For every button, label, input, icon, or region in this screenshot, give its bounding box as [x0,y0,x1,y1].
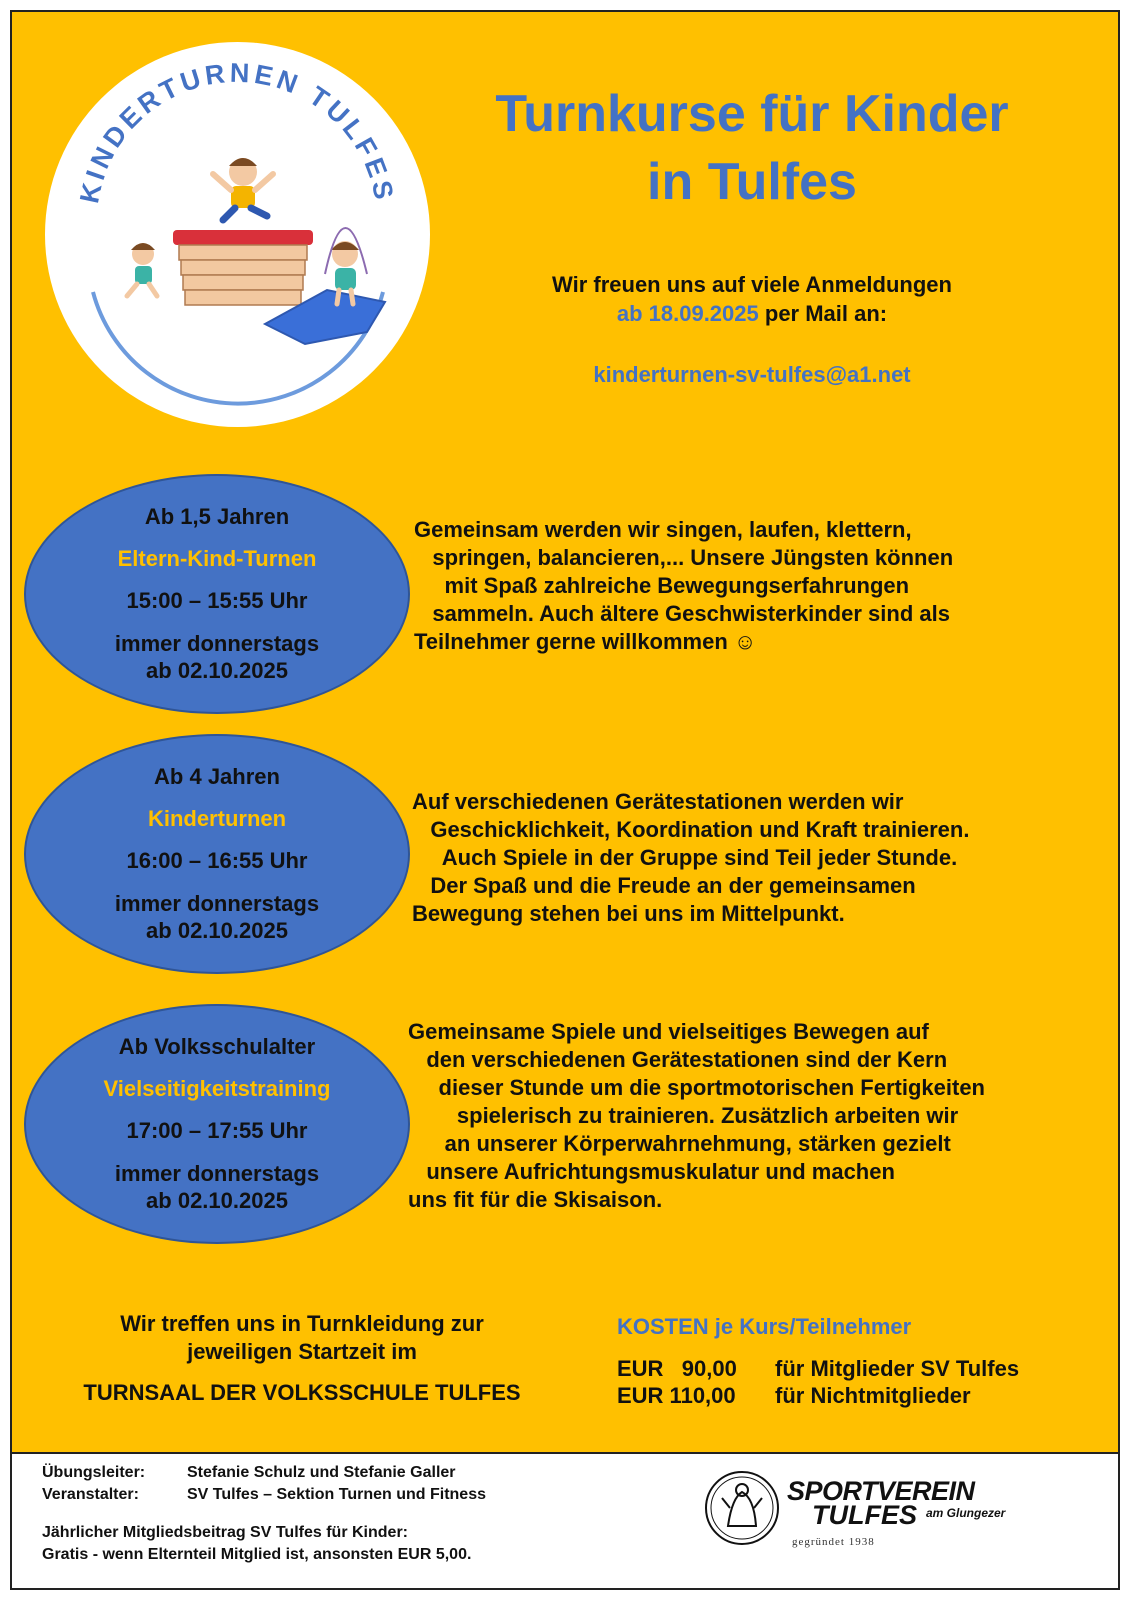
cost-amount: EUR 90,00 [617,1356,737,1381]
kinderturnen-logo [45,42,430,427]
vaulting-box-icon [173,230,313,305]
course-time: 16:00 – 16:55 Uhr [126,848,308,873]
course-age: Ab 4 Jahren [154,764,280,789]
course-days [26,630,408,684]
meeting-line-2: jeweiligen Startzeit im [187,1339,417,1364]
logo-arc-text: KINDERTURNEN TULFES [74,57,400,206]
meeting-line-1: Wir treffen uns in Turnkleidung zur [120,1311,484,1336]
jumping-boy-icon [213,158,273,220]
trainers-value: Stefanie Schulz und Stefanie Galler [187,1464,456,1481]
meeting-info [42,1310,562,1366]
running-girl-icon [127,243,157,296]
organizer-value: SV Tulfes – Sektion Turnen und Fitness [187,1486,486,1503]
sv-logo-line-1: SPORTVEREIN [787,1476,975,1506]
course-days-line-1: immer donnerstags [114,1161,320,1186]
registration-date: ab 18.09.2025 [616,301,759,326]
course-days [26,1160,408,1214]
course-age: Ab 1,5 Jahren [144,504,290,529]
course-start-date: ab 02.10.2025 [146,658,288,683]
poster [10,10,1120,1590]
course-name: Vielseitigkeitstraining [103,1076,331,1101]
cost-label: für Nichtmitglieder [775,1383,971,1408]
course-name: Kinderturnen [147,806,287,831]
membership-fee-line-2: Gratis - wenn Elternteil Mitglied ist, ansonsten EUR 5,00. [42,1546,472,1563]
course-time: 15:00 – 15:55 Uhr [126,588,308,613]
course-age: Ab Volksschulalter [118,1034,316,1059]
sv-logo-line-2: TULFES [812,1500,917,1530]
membership-fee-line-1: Jährlicher Mitgliedsbeitrag SV Tulfes für Kinder: [42,1524,408,1541]
course-start-date: ab 02.10.2025 [146,918,288,943]
organizer-label: Veranstalter: [42,1486,139,1503]
sv-logo-suffix: am Glungezer [926,1506,1006,1520]
course-days-line-1: immer donnerstags [114,891,320,916]
trainers-label: Übungsleiter: [42,1464,146,1481]
footer-trainers [42,1464,456,1482]
cost-row-members [617,1356,1019,1382]
poster-main-area [12,12,1118,1454]
title-line-2: in Tulfes [647,153,857,211]
course-days-line-1: immer donnerstags [114,631,320,656]
cost-label: für Mitglieder SV Tulfes [775,1356,1020,1381]
cost-row-non-members [617,1383,971,1409]
course-time: 17:00 – 17:55 Uhr [126,1118,308,1143]
invite-line-2-rest: per Mail an: [758,301,888,326]
course-days [26,890,408,944]
course-start-date: ab 02.10.2025 [146,1188,288,1213]
sv-tulfes-logo [702,1450,1042,1560]
course-name: Eltern-Kind-Turnen [117,546,317,571]
venue-name: TURNSAAL DER VOLKSSCHULE TULFES [83,1380,521,1405]
course-badge-1 [24,474,410,714]
registration-email-link[interactable]: kinderturnen-sv-tulfes@a1.net [593,362,911,387]
page-title [432,80,1072,216]
invite-line-1: Wir freuen uns auf viele Anmeldungen [552,272,952,297]
invite-line-2 [432,299,1072,328]
costs-title: KOSTEN je Kurs/Teilnehmer [617,1314,912,1339]
logo-graphic [45,42,430,427]
title-line-1: Turnkurse für Kinder [495,85,1009,143]
course-description-2: Auf verschiedenen Gerätestationen werden wir Geschicklichkeit, Koordination und Kraft trainieren. Auch Spiele in der Gruppe sind Teil jeder Stunde. Der Spaß und die Freude an der gemeinsamen Bewegung stehen bei uns im Mittelpunkt. [412,789,970,926]
cost-amount: EUR 110,00 [617,1383,736,1408]
course-badge-3 [24,1004,410,1244]
course-description-3: Gemeinsame Spiele und vielseitiges Bewegen auf den verschiedenen Gerätestationen sind der Kern dieser Stunde um die sportmotorischen Fertigkeiten spielerisch zu trainieren. Zusätzlich arbeiten wir an unserer Körperwahrnehmung, stärken gezielt unsere Aufrichtungsmuskulatur und machen uns fit für die Skisaison. [408,1019,985,1212]
registration-invite [432,270,1072,328]
course-description-1: Gemeinsam werden wir singen, laufen, klettern, springen, balancieren,... Unsere Jüngsten können mit Spaß zahlreiche Bewegungserfahrungen sammeln. Auch ältere Geschwisterkinder sind als Teilnehmer gerne willkommen ☺ [414,517,954,654]
course-badge-2 [24,734,410,974]
sv-logo-founded: gegründet 1938 [792,1536,875,1548]
sv-emblem-icon [702,1468,782,1548]
footer-organizer [42,1486,486,1504]
